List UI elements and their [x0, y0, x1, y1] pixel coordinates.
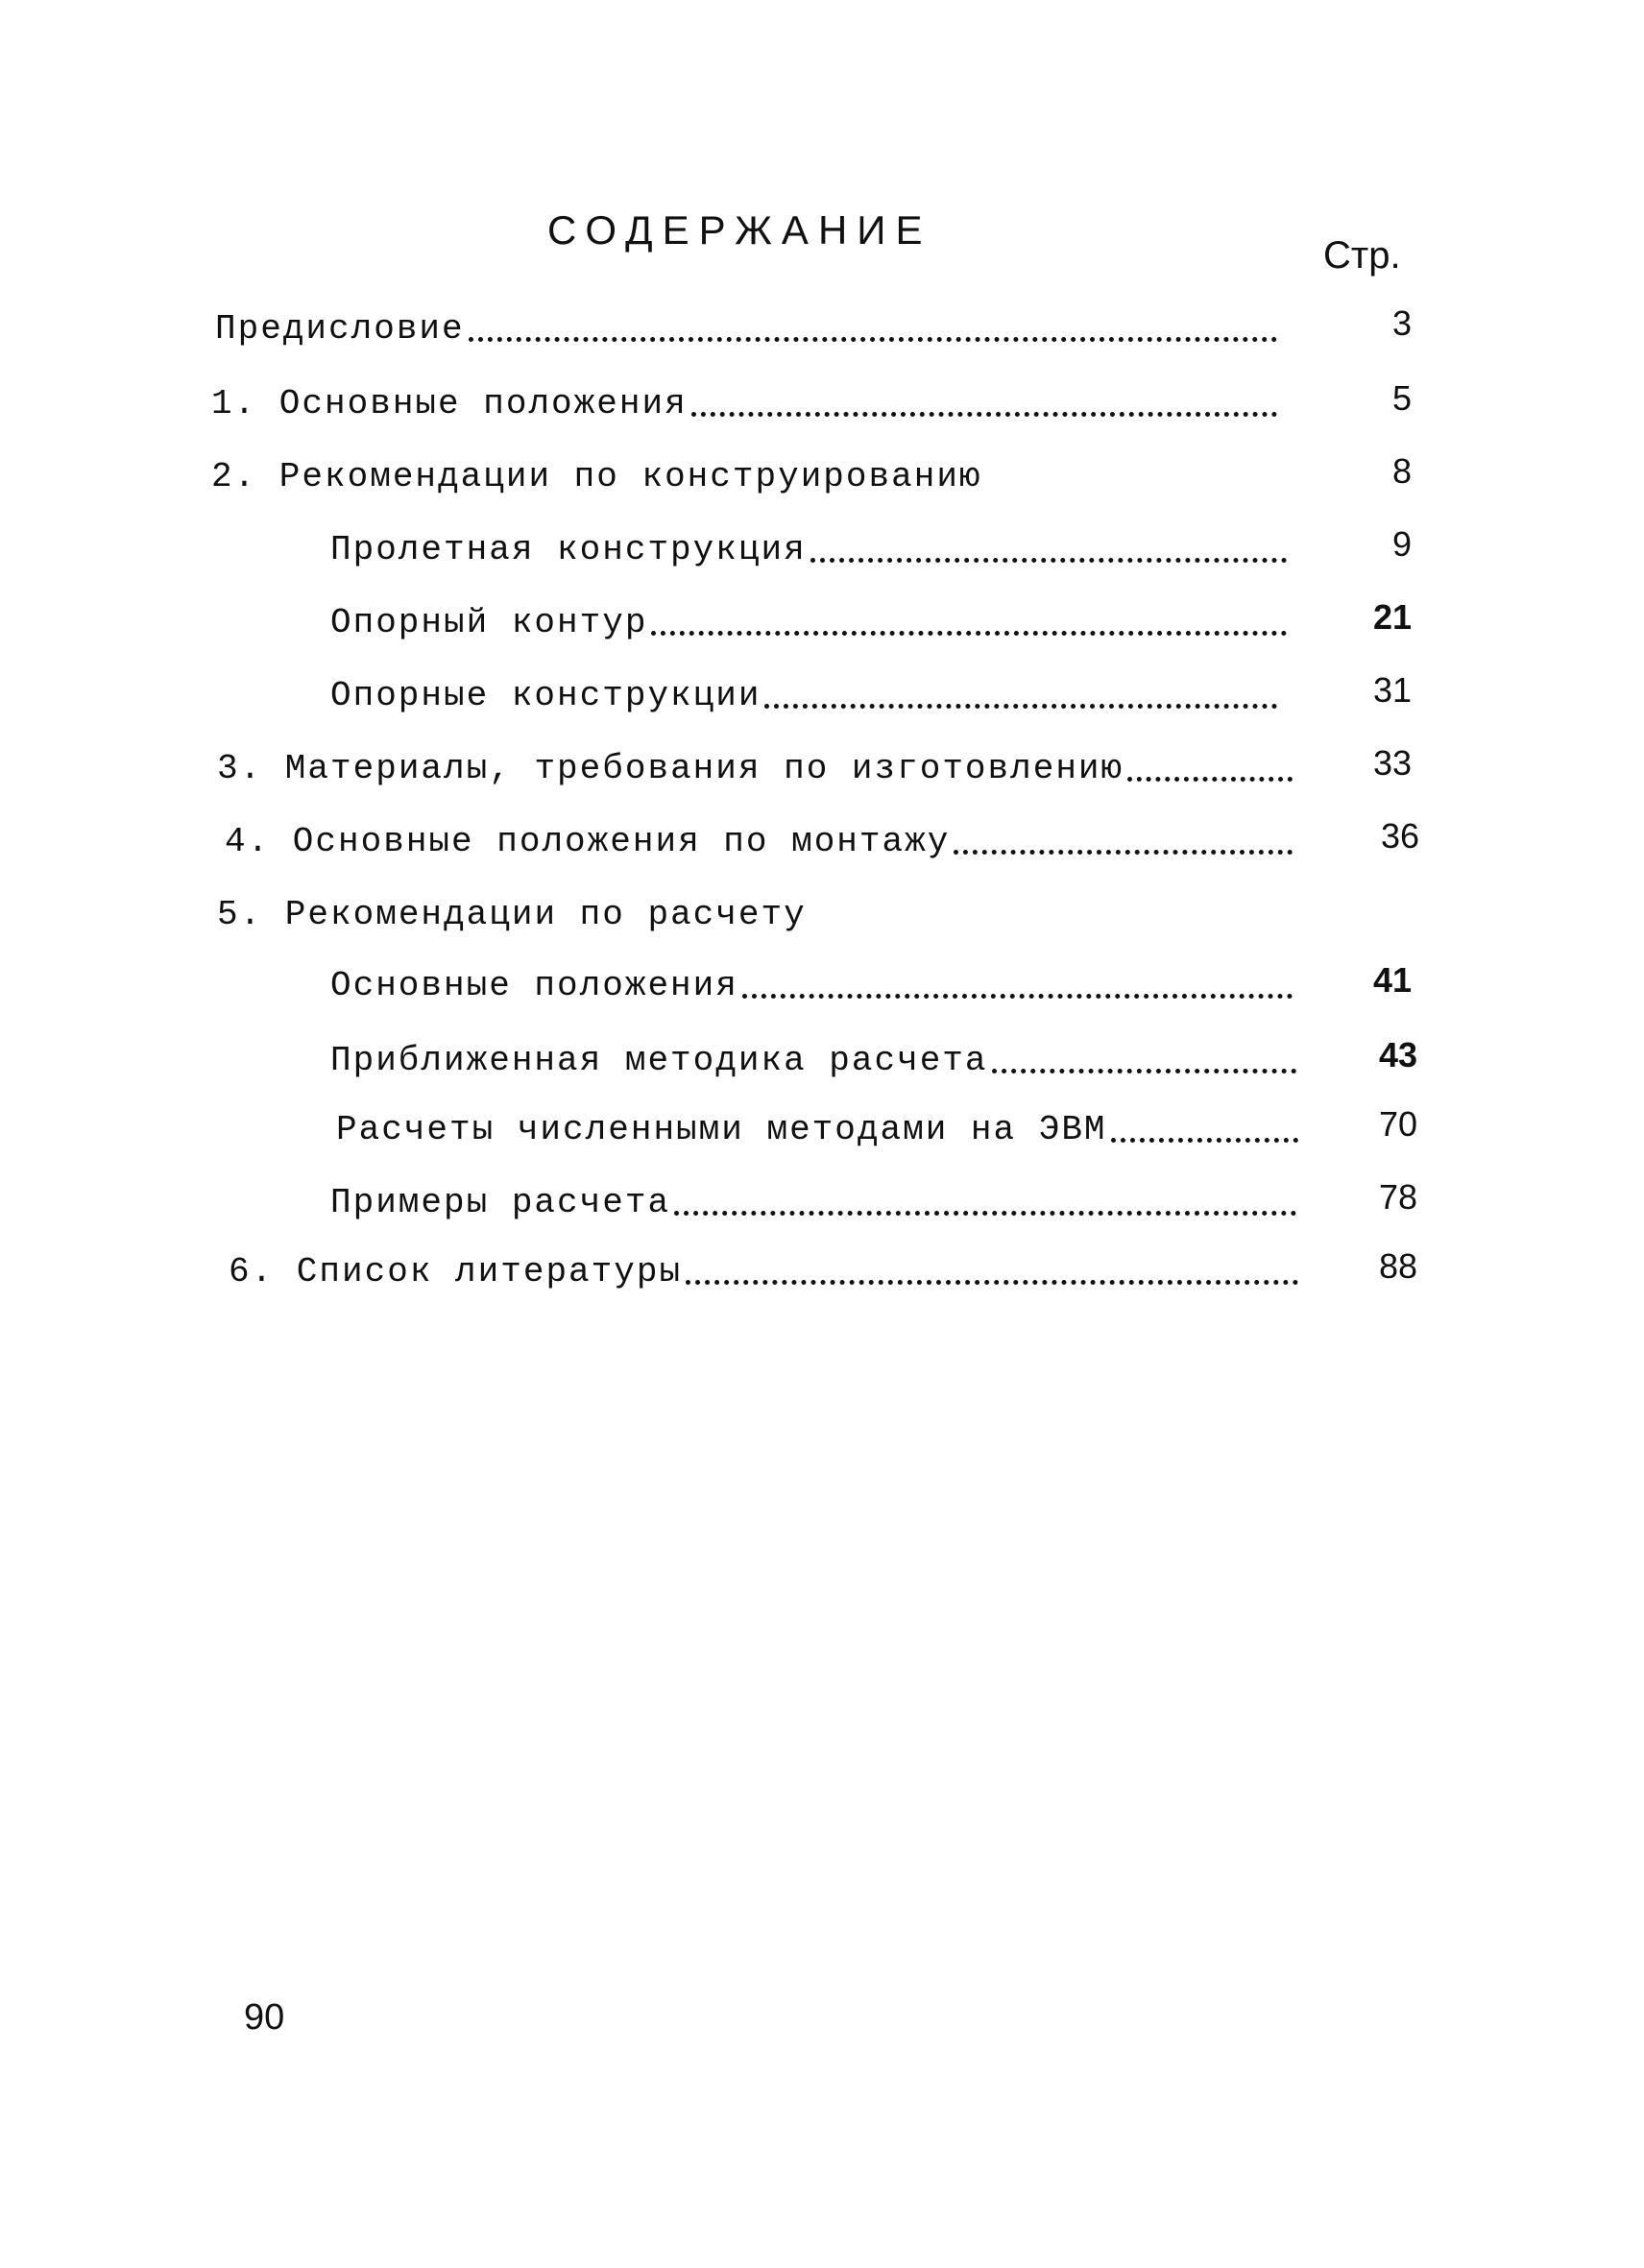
toc-dot-leader [674, 1179, 1296, 1227]
toc-title: СОДЕРЖАНИЕ [547, 207, 932, 253]
toc-dot-leader [1111, 1106, 1298, 1154]
toc-entry-label: Приближенная методика расчета [330, 1041, 988, 1080]
toc-entry [0, 1106, 1644, 1154]
toc-dot-leader [1127, 745, 1293, 793]
toc-entry-label: 5. Рекомендации по расчету [217, 895, 807, 934]
toc-entry [0, 1248, 1644, 1296]
toc-dot-leader [686, 1248, 1298, 1296]
toc-entry [0, 453, 1644, 501]
toc-entry-page: 36 [1380, 816, 1419, 856]
toc-entry-page: 9 [1391, 524, 1412, 564]
toc-entry [0, 1179, 1644, 1227]
toc-entry [0, 672, 1644, 720]
page-number: 90 [244, 1997, 285, 2038]
toc-entry-page: 21 [1372, 597, 1412, 637]
toc-entry-page: 41 [1372, 960, 1412, 1000]
toc-entry-label: 4. Основные положения по монтажу [225, 822, 951, 861]
toc-entry-label: Пролетная конструкция [330, 530, 807, 569]
toc-dot-leader [954, 818, 1293, 866]
toc-entry-label: Основные положения [330, 966, 738, 1005]
toc-dot-leader [992, 1037, 1296, 1085]
toc-entry [0, 818, 1644, 866]
toc-entry [0, 1037, 1644, 1085]
toc-entry-page: 43 [1378, 1035, 1417, 1074]
toc-dot-leader [691, 380, 1277, 428]
toc-entry [0, 599, 1644, 647]
toc-entry [0, 962, 1644, 1010]
toc-entry [0, 891, 1644, 939]
toc-entry [0, 380, 1644, 428]
toc-entry-label: 6. Список литературы [229, 1252, 683, 1291]
toc-entry-label: Опорный контур [330, 603, 648, 642]
toc-entry-page: 3 [1391, 303, 1412, 343]
toc-entry [0, 745, 1644, 793]
toc-dot-leader [742, 962, 1293, 1010]
toc-entry-page: 33 [1372, 743, 1412, 783]
toc-entry [0, 526, 1644, 574]
toc-entry-label: Расчеты численными методами на ЭВМ [336, 1110, 1107, 1149]
toc-entry-label: Предисловие [215, 309, 465, 349]
toc-entry-label: 1. Основные положения [211, 384, 688, 423]
toc-dot-leader [651, 599, 1287, 647]
toc-entry-page: 31 [1372, 670, 1412, 710]
toc-entry-page: 88 [1378, 1246, 1417, 1286]
toc-dot-leader [810, 526, 1287, 574]
toc-entry-page: 78 [1378, 1177, 1417, 1217]
toc-entry-page: 5 [1391, 378, 1412, 418]
toc-entry-page: 70 [1378, 1104, 1417, 1144]
toc-entry-page: 8 [1391, 451, 1412, 491]
toc-entry-label: 3. Материалы, требования по изготовлению [217, 749, 1124, 788]
toc-dot-leader [469, 305, 1277, 353]
page-column-header: Стр. [1323, 234, 1401, 277]
toc-entry-label: 2. Рекомендации по конструированию [211, 457, 982, 496]
toc-dot-leader [764, 672, 1277, 720]
toc-entry-label: Примеры расчета [330, 1183, 671, 1222]
toc-entry-label: Опорные конструкции [330, 676, 762, 715]
toc-entry [0, 305, 1644, 353]
